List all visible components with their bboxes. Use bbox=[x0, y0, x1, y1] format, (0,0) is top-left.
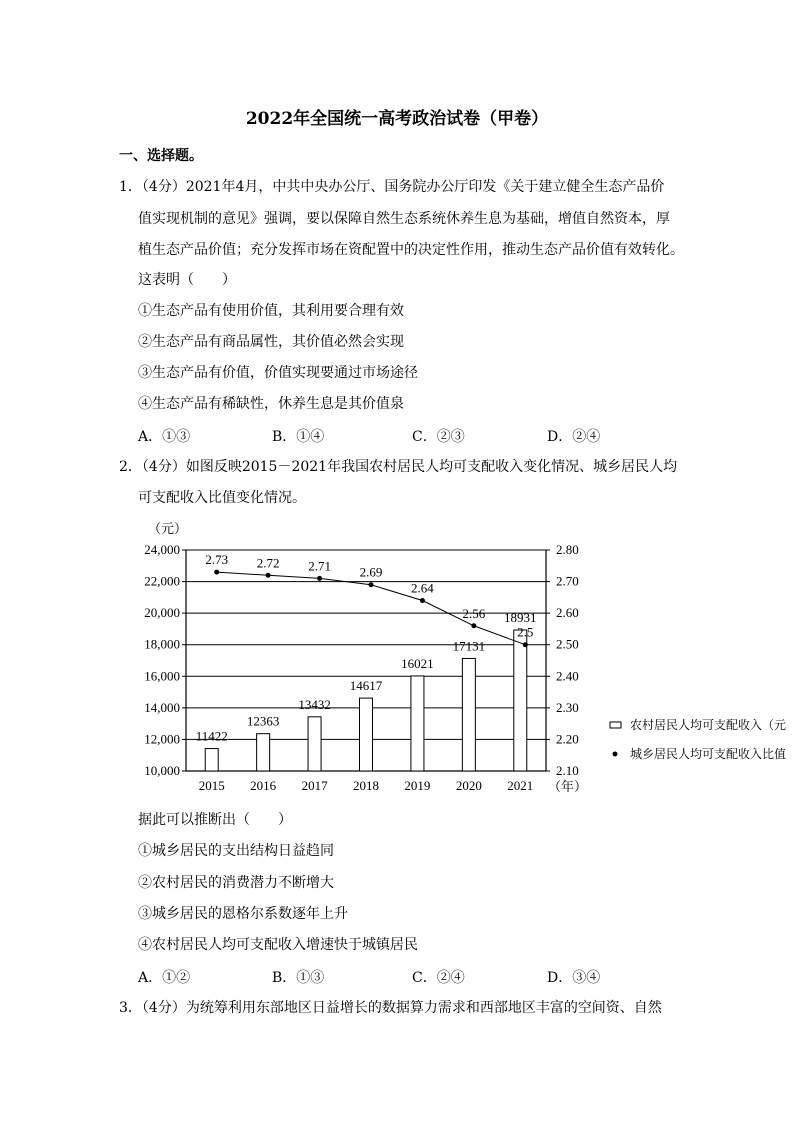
ratio-value-label: 2.5 bbox=[517, 624, 534, 640]
q1-stem-line3: 植生态产品价值；充分发挥市场在资配置中的决定性作用，推动生态产品价值有效转化。 bbox=[138, 242, 684, 258]
ratio-point bbox=[369, 582, 374, 587]
y-right-tick-label: 2.50 bbox=[556, 636, 579, 652]
ratio-point bbox=[214, 570, 219, 575]
x-tick-label: 2017 bbox=[301, 778, 328, 793]
y-left-tick-label: 20,000 bbox=[144, 605, 180, 621]
bar bbox=[411, 676, 424, 771]
q2-prompt: 据此可以推断出（ ） bbox=[138, 812, 292, 828]
ratio-point bbox=[266, 573, 271, 578]
q2-statement-1: ①城乡居民的支出结构日益趋同 bbox=[138, 843, 334, 859]
q3-stem-line1: 3．（4分）为统筹利用东部地区日益增长的数据算力需求和西部地区丰富的空间资、自然 bbox=[119, 1000, 662, 1016]
q1-option-a: A．①③ bbox=[138, 429, 191, 445]
x-tick-label: 2016 bbox=[250, 778, 277, 793]
section-heading: 一、选择题。 bbox=[119, 148, 203, 164]
y-left-tick-label: 24,000 bbox=[144, 542, 180, 557]
ratio-value-label: 2.71 bbox=[308, 558, 331, 574]
y-right-tick-label: 2.30 bbox=[556, 699, 579, 715]
q2-stem-line1: 2．（4分）如图反映2015－2021年我国农村居民人均可支配收入变化情况、城乡居民人均 bbox=[119, 459, 678, 475]
q1-statement-4: ④生态产品有稀缺性，休养生息是其价值泉 bbox=[138, 396, 404, 412]
bar-value-label: 14617 bbox=[349, 678, 383, 694]
document-title: 2022年全国统一高考政治试卷（甲卷） bbox=[245, 109, 549, 129]
q1-option-b: B．①④ bbox=[272, 429, 325, 445]
ratio-point bbox=[317, 576, 322, 581]
q1-stem-line2: 值实现机制的意见》强调，要以保障自然生态系统休养生息为基础，增值自然资本，厚 bbox=[138, 211, 670, 227]
y-left-tick-label: 10,000 bbox=[144, 763, 180, 778]
chart-canvas bbox=[120, 515, 794, 805]
x-tick-label: 2019 bbox=[404, 778, 431, 793]
y-right-tick-label: 2.60 bbox=[556, 605, 579, 621]
q2-stem-line2: 可支配收入比值变化情况。 bbox=[138, 490, 306, 506]
ratio-value-label: 2.64 bbox=[411, 580, 434, 596]
legend-bar-label: 农村居民人均可支配收入（元 bbox=[630, 718, 787, 732]
ratio-point bbox=[523, 642, 528, 647]
bar-value-label: 13432 bbox=[298, 696, 331, 712]
q2-option-c: C．②④ bbox=[412, 970, 465, 986]
bar-value-label: 11422 bbox=[195, 728, 228, 744]
y-left-tick-label: 18,000 bbox=[144, 636, 180, 652]
y-right-tick-label: 2.20 bbox=[556, 731, 579, 747]
legend-line-swatch bbox=[613, 752, 618, 757]
q1-option-d: D．②④ bbox=[547, 429, 601, 445]
q2-statement-4: ④农村居民人均可支配收入增速快于城镇居民 bbox=[138, 937, 418, 953]
y-left-unit-label: （元） bbox=[148, 521, 188, 536]
q1-statement-3: ③生态产品有价值，价值实现要通过市场途径 bbox=[138, 365, 418, 381]
bar bbox=[514, 630, 527, 771]
y-right-tick-label: 2.80 bbox=[556, 542, 579, 557]
x-tick-label: 2020 bbox=[455, 778, 482, 793]
ratio-value-label: 2.69 bbox=[359, 564, 383, 580]
q2-option-a: A．①② bbox=[138, 970, 191, 986]
bar bbox=[308, 717, 321, 771]
bar-value-label: 17131 bbox=[452, 638, 486, 654]
q2-statement-2: ②农村居民的消费潜力不断增大 bbox=[138, 875, 334, 891]
x-tick-label: 2015 bbox=[198, 778, 225, 793]
bar-value-label: 18931 bbox=[504, 610, 537, 626]
ratio-point bbox=[471, 623, 476, 628]
ratio-value-label: 2.56 bbox=[462, 605, 486, 621]
y-right-tick-label: 2.40 bbox=[556, 668, 579, 684]
ratio-value-label: 2.73 bbox=[205, 552, 229, 568]
bar-value-label: 12363 bbox=[246, 713, 280, 729]
legend-bar-swatch bbox=[610, 722, 621, 728]
q2-option-b: B．①③ bbox=[272, 970, 325, 986]
bar bbox=[205, 749, 218, 771]
y-left-tick-label: 16,000 bbox=[144, 668, 180, 684]
q2-option-d: D．③④ bbox=[547, 970, 601, 986]
y-left-tick-label: 12,000 bbox=[144, 731, 180, 747]
bar bbox=[257, 734, 270, 771]
y-left-tick-label: 22,000 bbox=[144, 573, 180, 589]
y-right-tick-label: 2.10 bbox=[556, 763, 579, 778]
y-right-tick-label: 2.70 bbox=[556, 573, 579, 589]
q1-stem-line4: 这表明（ ） bbox=[138, 272, 236, 288]
income-chart bbox=[120, 515, 794, 805]
q2-statement-3: ③城乡居民的恩格尔系数逐年上升 bbox=[138, 906, 348, 922]
q1-statement-2: ②生态产品有商品属性，其价值必然会实现 bbox=[138, 334, 404, 350]
x-unit-label: （年） bbox=[548, 779, 588, 794]
x-tick-label: 2021 bbox=[507, 778, 534, 793]
x-tick-label: 2018 bbox=[353, 778, 379, 793]
q1-option-c: C．②③ bbox=[412, 429, 465, 445]
bar bbox=[462, 658, 475, 771]
y-left-tick-label: 14,000 bbox=[144, 699, 180, 715]
ratio-point bbox=[420, 598, 425, 603]
legend-line-label: 城乡居民人均可支配收入比值 bbox=[630, 747, 787, 761]
bar bbox=[360, 698, 373, 771]
bar-value-label: 16021 bbox=[401, 655, 434, 671]
q1-statement-1: ①生态产品有使用价值，其利用要合理有效 bbox=[138, 303, 404, 319]
q1-stem-line1: 1．（4分）2021年4月，中共中央办公厅、国务院办公厅印发《关于建立健全生态产品价 bbox=[119, 179, 665, 195]
ratio-value-label: 2.72 bbox=[256, 555, 280, 571]
